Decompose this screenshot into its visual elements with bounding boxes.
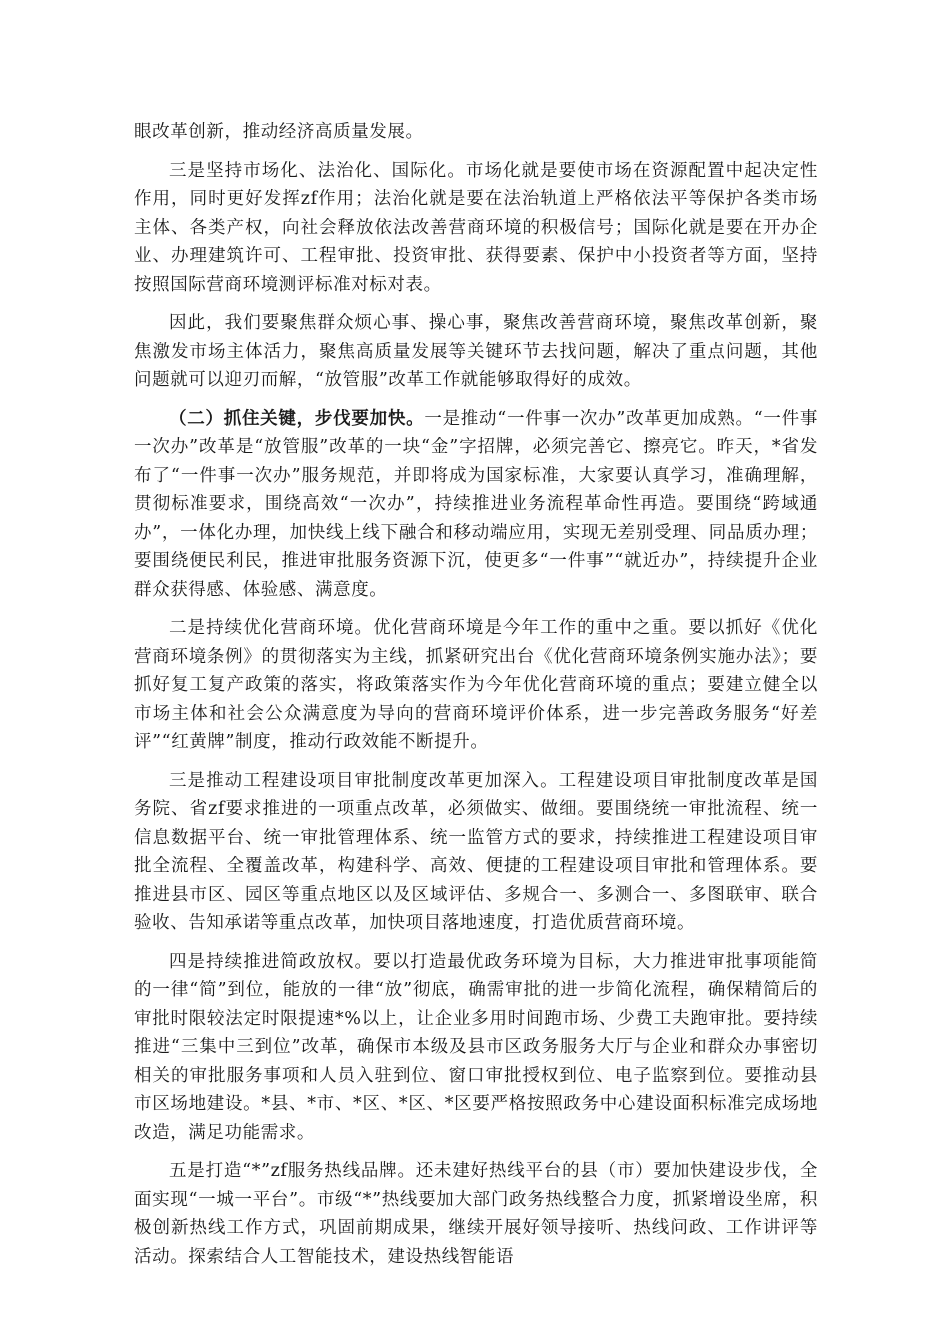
document-body (134, 118, 818, 1281)
paragraph-project-approval (134, 767, 818, 938)
paragraph-text: 三是坚持市场化、法治化、国际化。市场化就是要使市场在资源配置中起决定性作用，同时更好发挥zf作用；法治化就是要在法治轨道上严格依法平等保护各类市场主体、各类产权，向社会释放依法改善营商环境的积极信号；国际化就是要在开办企业、办理建筑许可、工程审批、投资审批、获得要素、保护中小投资者等方面，坚持按照国际营商环境测评标准对标对表。 (134, 160, 818, 295)
paragraph-therefore (134, 309, 818, 395)
paragraph-text: 五是打造“*”zf服务热线品牌。还未建好热线平台的县（市）要加快建设步伐，全面实现“一城一平台”。市级“*”热线要加大部门政务热线整合力度，抓紧增设坐席，积极创新热线工作方式，巩固前期成果，继续开展好领导接听、热线问政、工作讲评等活动。探索结合人工智能技术，建设热线智能语 (134, 1161, 818, 1267)
paragraph-hotline (134, 1157, 818, 1271)
section-heading: （二）抓住关键，步伐要加快。 (169, 408, 425, 429)
paragraph-text: 三是推动工程建设项目审批制度改革更加深入。工程建设项目审批制度改革是国务院、省zf要求推进的一项重点改革，必须做实、做细。要围绕统一审批流程、统一信息数据平台、统一审批管理体系、统一监管方式的要求，持续推进工程建设项目审批全流程、全覆盖改革，构建科学、高效、便捷的工程建设项目审批和管理体系。要推进县市区、园区等重点地区以及区域评估、多规合一、多测合一、多图联审、联合验收、告知承诺等重点改革，加快项目落地速度，打造优质营商环境。 (134, 770, 818, 933)
paragraph-marketization (134, 157, 818, 300)
paragraph-text: 因此，我们要聚焦群众烦心事、操心事，聚焦改善营商环境，聚焦改革创新，聚焦激发市场主体活力，聚焦高质量发展等关键环节去找问题，解决了重点问题，其他问题就可以迎刃而解，“放管服”改革工作就能够取得好的成效。 (134, 313, 818, 390)
paragraph-text: 二是持续优化营商环境。优化营商环境是今年工作的重中之重。要以抓好《优化营商环境条例》的贯彻落实为主线，抓紧研究出台《优化营商环境条例实施办法》；要抓好复工复产政策的落实，将政策落实作为今年优化营商环境的重点；要建立健全以市场主体和社会公众满意度为导向的营商环境评价体系，进一步完善政务服务“好差评”“红黄牌”制度，推动行政效能不断提升。 (134, 618, 818, 752)
paragraph-streamline (134, 948, 818, 1148)
paragraph-section-two (134, 405, 818, 605)
paragraph-text: 四是持续推进简政放权。要以打造最优政务环境为目标，大力推进审批事项能简的一律“简”到位，能放的一律“放”彻底，确需审批的进一步简化流程，确保精简后的审批时限较法定时限提速*%以上，让企业多用时间跑市场、少费工夫跑审批。要持续推进“三集中三到位”改革，确保市本级及县市区政务服务大厅与企业和群众办事密切相关的审批服务事项和人员入驻到位、窗口审批授权到位、电子监察到位。要推动县市区场地建设。*县、*市、*区、*区、*区要严格按照政务中心建设面积标准完成场地改造，满足功能需求。 (134, 951, 818, 1143)
paragraph-business-environment (134, 614, 818, 757)
paragraph-text: 一是推动“一件事一次办”改革更加成熟。“一件事一次办”改革是“放管服”改革的一块“金”字招牌，必须完善它、擦亮它。昨天，*省发布了“一件事一次办”服务规范，并即将成为国家标准，大家要认真学习，准确理解，贯彻标准要求，围绕高效“一次办”，持续推进业务流程革命性再造。要围绕“跨域通办”，一体化办理，加快线上线下融合和移动端应用，实现无差别受理、同品质办理；要围绕便民利民，推进审批服务资源下沉，使更多“一件事”“就近办”，持续提升企业群众获得感、体验感、满意度。 (134, 408, 818, 600)
paragraph-continuation (134, 118, 818, 147)
paragraph-text: 眼改革创新，推动经济高质量发展。 (134, 122, 424, 142)
